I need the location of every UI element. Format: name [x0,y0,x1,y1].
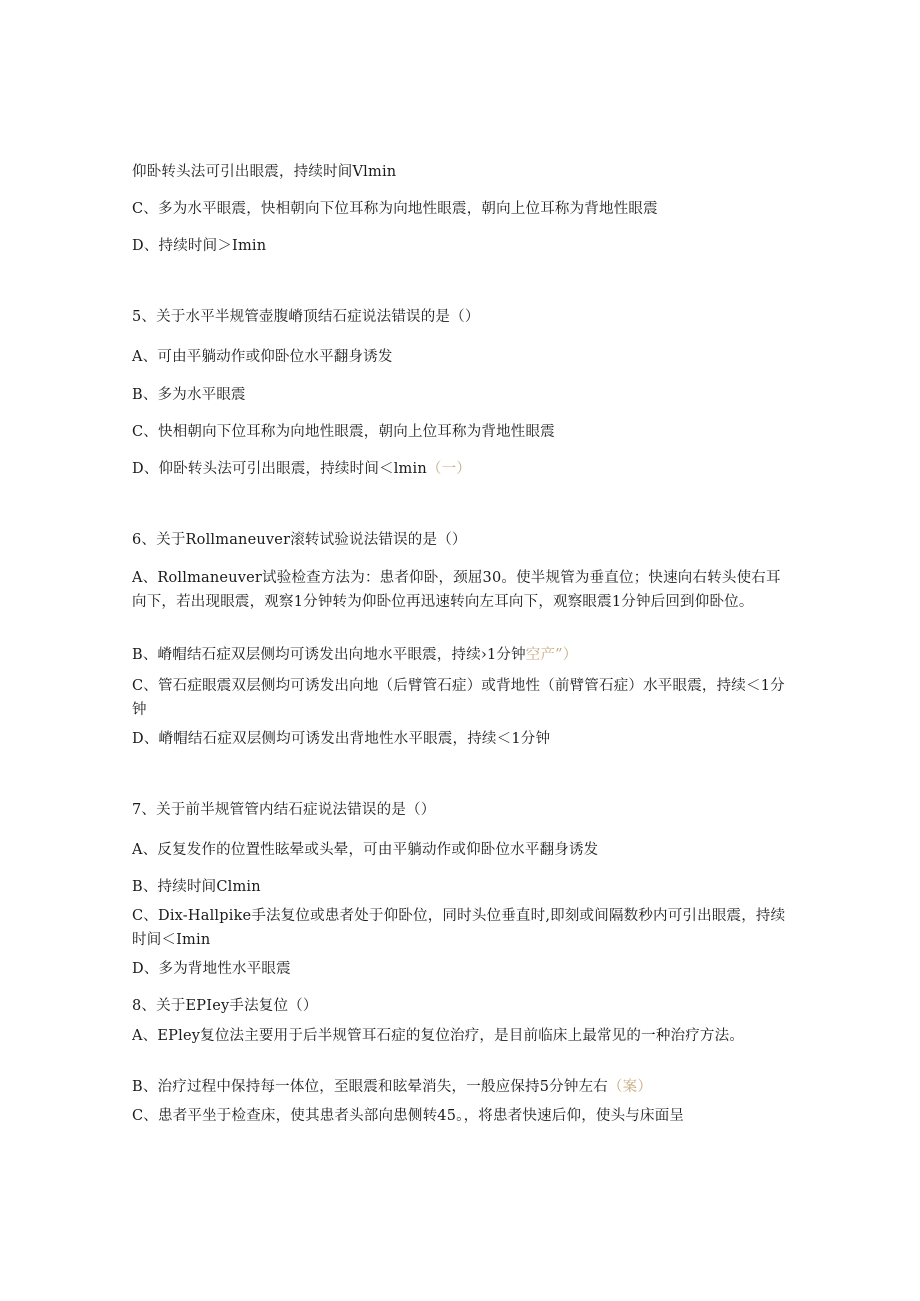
option-line [132,1104,792,1128]
option-line [132,904,792,952]
line-text: 7、关于前半规管管内结石症说法错误的是（） [132,802,436,818]
question-heading [132,994,792,1018]
line-text: C、患者平坐于检查床，使其患者头部向患侧转45。，将患者快速后仰，使头与床面呈 [132,1108,685,1124]
question-heading [132,528,792,552]
question-heading [132,798,792,822]
line-text: 5、关于水平半规管壶腹嵴顶结石症说法错误的是（） [132,309,480,325]
line-text: A、反复发作的位置性眩晕或头晕，可由平躺动作或仰卧位水平翻身诱发 [132,842,599,858]
text-line [132,160,792,184]
option-line [132,643,792,667]
option-line [132,838,792,862]
option-line [132,1024,792,1048]
line-text: B、治疗过程中保持每一体位，至眼震和眩晕消失，一般应保持5分钟左右 [132,1079,608,1095]
option-line [132,383,792,407]
faint-mark: 空产”） [525,647,578,663]
text-line [132,234,792,258]
line-text: C、Dix-Hallpike手法复位或患者处于仰卧位，同时头位垂直时,即刻或间隔数秒内可引出眼震，持续时间＜Imin [132,908,786,948]
line-text: B、嵴帽结石症双层侧均可诱发出向地水平眼震，持续›1分钟 [132,647,526,663]
option-line [132,1075,792,1099]
line-text: B、多为水平眼震 [132,387,246,403]
option-line [132,457,792,481]
line-text: D、嵴帽结石症双层侧均可诱发出背地性水平眼震，持续＜1分钟 [132,731,551,747]
line-text: D、仰卧转头法可引出眼震，持续时间＜lmin [132,461,427,477]
option-line [132,345,792,369]
option-line [132,957,792,981]
option-line [132,674,792,722]
faint-mark: （案） [607,1079,653,1095]
line-text: D、持续时间＞Imin [132,238,267,254]
line-text: A、Rollmaneuver试验检查方法为：患者仰卧，颈屈30。使半规管为垂直位；快速向右转头使右耳向下，若出现眼震，观察1分钟转为仰卧位再迅速转向左耳向下，观察眼震1分钟后回到仰卧位。 [132,570,781,610]
option-line [132,875,792,899]
line-text: A、EPley复位法主要用于后半规管耳石症的复位治疗，是目前临床上最常见的一种治疗方法。 [132,1028,745,1044]
text-line [132,197,792,221]
option-line [132,566,792,614]
line-text: C、管石症眼震双层侧均可诱发出向地（后臂管石症）或背地性（前臂管石症）水平眼震，持续＜1分钟 [132,678,785,718]
line-text: 8、关于EPIey手法复位（） [132,998,318,1014]
line-text: C、多为水平眼震，快相朝向下位耳称为向地性眼震，朝向上位耳称为背地性眼震 [132,201,658,217]
question-heading [132,305,792,329]
line-text: A、可由平躺动作或仰卧位水平翻身诱发 [132,349,393,365]
line-text: B、持续时间Clmin [132,879,261,895]
line-text: C、快相朝向下位耳称为向地性眼震，朝向上位耳称为背地性眼震 [132,424,555,440]
option-line [132,727,792,751]
option-line [132,420,792,444]
line-text: 仰卧转头法可引出眼震，持续时间Vlmin [132,164,397,180]
line-text: D、多为背地性水平眼震 [132,961,291,977]
line-text: 6、关于Rollmaneuver滚转试验说法错误的是（） [132,532,467,548]
faint-mark: （一） [426,461,471,477]
